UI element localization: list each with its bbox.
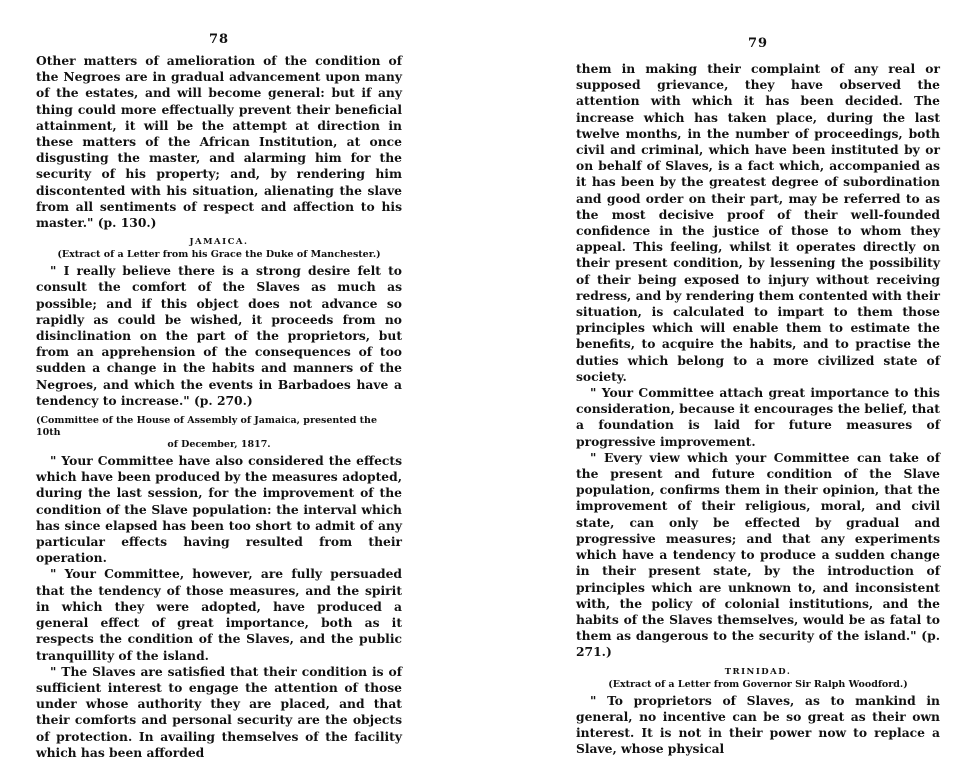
page-number-right: 79 [747, 36, 769, 51]
section-heading-jamaica: JAMAICA. [189, 237, 249, 248]
paragraph-duke-letter: " I really believe there is a strong desire felt to consult the comfort of the Slaves as much as possible; and if this object does not advance so rapidly as could be wished, it proceeds from no disinclination on the part of the proprietors, but from an apprehension of the consequences of too sudden a change in the habits and manners of the Negroes, and which the events in Barbadoes have a tendency to increase." (p. 270.) [36, 263, 402, 408]
source-note-woodford: (Extract of a Letter from Governor Sir Ralph Woodford.) [608, 678, 908, 690]
paragraph-amelioration: Other matters of amelioration of the condition of the Negroes are in gradual advancement upon many of the estates, and will become general: but if any thing could more effectually prevent their beneficial attainment, it will be the attempt at direction in these matters of the African Institution, at once disgusting the master, and alarming him for the security of his property; and, by rendering him discontented with his situation, alienating the slave from all sentiments of respect and affection to his master." (p. 130.) [36, 53, 402, 231]
section-heading-trinidad: TRINIDAD. [724, 666, 792, 677]
paragraph-proprietors: " To proprietors of Slaves, as to mankind in general, no incentive can be so great as their own interest. It is not in their power now to replace a Slave, whose physical [576, 692, 940, 757]
source-note-committee-line1: (Committee of the House of Assembly of Jamaica, presented the 10th [36, 415, 378, 439]
paragraph-committee-importance: " Your Committee attach great importance to this consideration, because it encourages the belief, that a foundation is laid for future measures of progressive improvement. [576, 385, 940, 449]
source-note-committee [36, 415, 402, 451]
right-page [490, 0, 980, 757]
paragraph-committee-effects: " Your Committee have also considered the effects which have been produced by the measures adopted, during the last session, for the improvement of the condition of the Slave population: the interval which has since elapsed has been too short to admit of any particular effects having resulted from their operation. [36, 453, 402, 566]
paragraph-slaves-satisfied: " The Slaves are satisfied that their condition is of sufficient interest to engage the attention of those under whose authority they are placed, and that their comforts and personal security are the objects of protection. In availing themselves of the facility which has been afforded [36, 663, 402, 760]
page-number-left: 78 [208, 32, 230, 47]
left-page [0, 0, 490, 760]
paragraph-committee-persuaded: " Your Committee, however, are fully persuaded that the tendency of those measures, and the spirit in which they were adopted, have produced a general effect of great importance, both as it respects the condition of the Slaves, and the public tranquillity of the island. [36, 566, 402, 663]
source-note-committee-line2: of December, 1817. [167, 439, 271, 451]
source-note-duke: (Extract of a Letter from his Grace the Duke of Manchester.) [57, 249, 381, 261]
paragraph-every-view: " Every view which your Committee can take of the present and future condition of the Slave population, confirms them in their opinion, that the improvement of their religious, moral, and civil state, can only be effected by gradual and progressive measures; and that any experiments which have a tendency to produce a sudden change in their present state, by the introduction of principles which are unknown to, and inconsistent with, the policy of colonial institutions, and the habits of the Slaves themselves, would be as fatal to them as dangerous to the security of the island." (p. 271.) [576, 449, 940, 660]
paragraph-complaint: them in making their complaint of any real or supposed grievance, they have observed the attention with which it has been decided. The increase which has taken place, during the last twelve months, in the number of proceedings, both civil and criminal, which have been instituted by or on behalf of Slaves, is a fact which, accompanied as it has been by the greatest degree of subordination and good order on their part, may be referred to as the most decisive proof of their well-founded confidence in the justice of those to whom they appeal. This feeling, whilst it operates directly on their present condition, by lessening the possibility of their being exposed to injury without receiving redress, and by rendering them contented with their situation, is calculated to impart to them those principles which will enable them to estimate the benefits, to acquire the habits, and to practise the duties which belong to a more civilized state of society. [576, 61, 940, 384]
